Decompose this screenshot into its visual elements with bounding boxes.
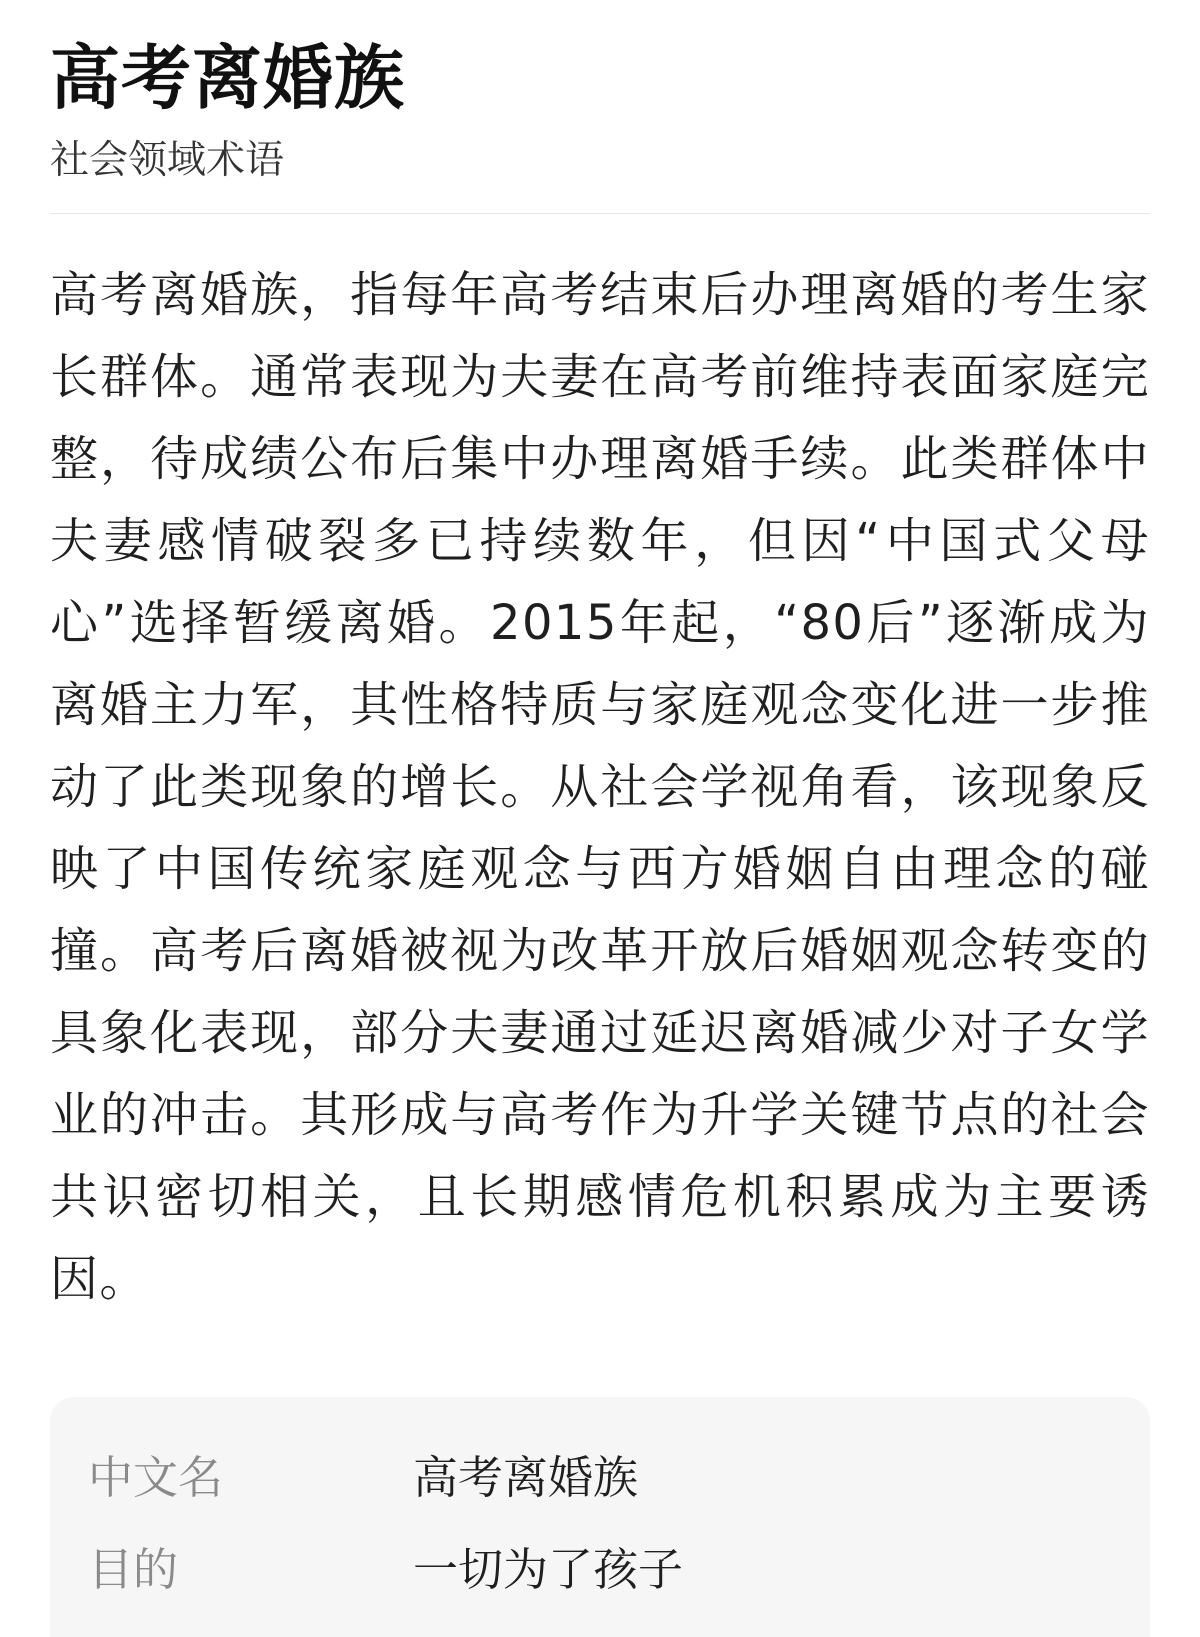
info-label: 中文名 xyxy=(88,1450,224,1504)
info-value: 高考离婚族 xyxy=(413,1450,639,1504)
entry-description: 高考离婚族，指每年高考结束后办理离婚的考生家长群体。通常表现为夫妻在高考前维持表面家庭完整，待成绩公布后集中办理离婚手续。此类群体中夫妻感情破裂多已持续数年，但因“中国式父母心”选择暂缓离婚。2015年起，“80后”逐渐成为离婚主力军，其性格特质与家庭观念变化进一步推动了此类现象的增长。从社会学视角看，该现象反映了中国传统家庭观念与西方婚姻自由理念的碰撞。高考后离婚被视为改革开放后婚姻观念转变的具象化表现，部分夫妻通过延迟离婚减少对子女学业的冲击。其形成与高考作为升学关键节点的社会共识密切相关，且长期感情危机积累成为主要诱因。 xyxy=(50,267,1150,1307)
header-divider xyxy=(50,213,1150,214)
entry-subtitle: 社会领域术语 xyxy=(50,138,285,183)
info-value: 一切为了孩子 xyxy=(413,1542,684,1596)
info-row-purpose xyxy=(88,1519,1112,1611)
entry-title: 高考离婚族 xyxy=(50,37,405,119)
info-label: 目的 xyxy=(88,1542,179,1596)
info-card xyxy=(50,1397,1150,1637)
info-row-chinese-name xyxy=(88,1427,1112,1519)
